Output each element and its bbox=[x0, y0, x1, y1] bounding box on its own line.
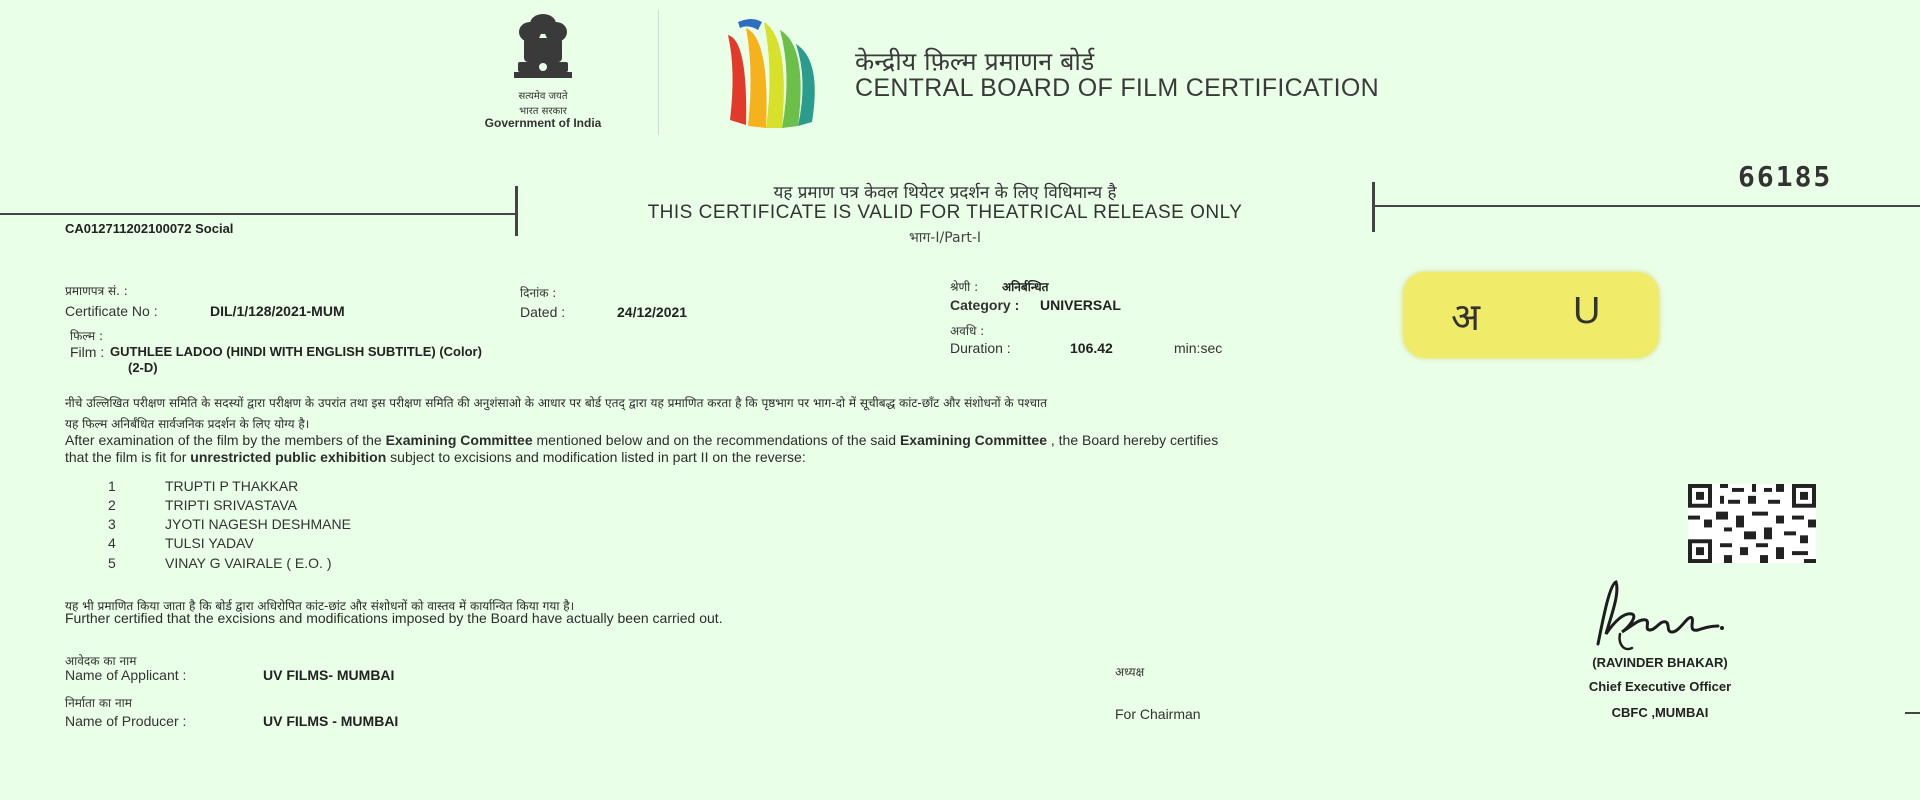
film-label: Film : bbox=[70, 344, 105, 360]
statement-hindi-line-2: यह फिल्म अनिर्बंधित सार्वजनिक प्रदर्शन के लिए योग्य है। bbox=[65, 417, 310, 431]
grade-hindi: अ bbox=[1451, 295, 1481, 339]
part-label: भाग-I/Part-I bbox=[908, 230, 982, 246]
date-label-hindi: दिनांक : bbox=[520, 286, 557, 300]
film-format: (2-D) bbox=[128, 360, 158, 375]
emblem-motto: सत्यमेव जयते bbox=[518, 91, 568, 102]
category-value: UNIVERSAL bbox=[1040, 297, 1121, 313]
qr-code-icon bbox=[1688, 484, 1816, 563]
statement-english-line-2: that the film is fit for unrestricted public exhibition subject to excisions and modification listed in part II on the reverse: bbox=[65, 449, 806, 465]
signatory-name: (RAVINDER BHAKAR) bbox=[1592, 655, 1728, 670]
board-name-english: CENTRAL BOARD OF FILM CERTIFICATION bbox=[855, 74, 1379, 102]
examining-committee-term: Examining Committee bbox=[385, 432, 533, 448]
statement-hindi-line-1: नीचे उल्लिखित परीक्षण समिति के सदस्यों द्वारा परीक्षण के उपरांत तथा इस परीक्षण समिति की अनुशंसाओ के आधार पर बोर्ड एतद् द्वारा यह प्रमाणित करता है कि पृष्ठभाग पर भाग-दो में सूचीबद्ध कांट-छाँट और संशोधनों के पश्चात bbox=[65, 396, 1047, 410]
header-divider bbox=[658, 10, 659, 135]
certificate-no-value: DIL/1/128/2021-MUM bbox=[210, 303, 345, 319]
further-certified-hindi: यह भी प्रमाणित किया जाता है कि बोर्ड द्वारा अधिरोपित कांट-छांट और संशोधनों को वास्तव में कार्यान्वित किया गया है। bbox=[65, 599, 575, 613]
right-rule bbox=[1374, 205, 1920, 207]
board-name-hindi: केन्द्रीय फ़िल्म प्रमाणन बोर्ड bbox=[855, 47, 1095, 76]
signature-icon bbox=[1580, 574, 1780, 654]
certificate-no-label-hindi: प्रमाणपत्र सं. : bbox=[65, 284, 128, 298]
unrestricted-term: unrestricted public exhibition bbox=[190, 449, 387, 465]
emblem-english-label: Government of India bbox=[484, 116, 602, 130]
further-certified-english: Further certified that the excisions and modifications imposed by the Board have actually been carried out. bbox=[65, 610, 723, 626]
date-label: Dated : bbox=[520, 304, 566, 320]
left-rule bbox=[0, 213, 516, 215]
film-label-hindi: फिल्म : bbox=[70, 329, 104, 343]
certification-grade-badge bbox=[1403, 272, 1659, 358]
reference-code: CA012711202100072 Social bbox=[65, 221, 234, 236]
bottom-rule bbox=[1905, 712, 1920, 714]
government-emblem bbox=[468, 10, 618, 135]
category-label-hindi: श्रेणी : bbox=[950, 280, 979, 294]
ashoka-emblem-icon bbox=[468, 10, 618, 88]
producer-label-hindi: निर्माता का नाम bbox=[65, 696, 132, 710]
producer-label: Name of Producer : bbox=[65, 713, 187, 729]
signatory-office: CBFC ,MUMBAI bbox=[1611, 705, 1709, 720]
cbfc-logo-icon bbox=[718, 10, 838, 130]
duration-value: 106.42 bbox=[1070, 340, 1113, 356]
left-bracket bbox=[515, 186, 518, 236]
validity-english: THIS CERTIFICATE IS VALID FOR THEATRICAL RELEASE ONLY bbox=[647, 202, 1243, 223]
duration-label: Duration : bbox=[950, 340, 1011, 356]
producer-value: UV FILMS - MUMBAI bbox=[263, 713, 399, 729]
certificate-serial: 66185 bbox=[1738, 160, 1833, 193]
certificate-no-label: Certificate No : bbox=[65, 303, 158, 319]
date-value: 24/12/2021 bbox=[617, 304, 688, 320]
validity-hindi: यह प्रमाण पत्र केवल थियेटर प्रदर्शन के लिए विधिमान्य है bbox=[773, 183, 1117, 203]
committee-members-list: 1 TRUPTI P THAKKAR 2 TRIPTI SRIVASTAVA 3 JYOTI NAGESH DESHMANE 4 TULSI YADAV 5 VINAY G VAIRALE ( E.O. ) bbox=[108, 478, 351, 571]
examining-committee-term: Examining Committee bbox=[899, 432, 1047, 448]
right-bracket bbox=[1372, 182, 1375, 232]
duration-unit: min:sec bbox=[1174, 340, 1223, 356]
emblem-hindi-label: भारत सरकार bbox=[519, 106, 567, 117]
chairman-label: For Chairman bbox=[1115, 706, 1201, 722]
signatory-title: Chief Executive Officer bbox=[1588, 679, 1732, 694]
category-label: Category : bbox=[950, 297, 1020, 313]
duration-label-hindi: अवधि : bbox=[950, 324, 985, 338]
category-value-hindi: अनिर्बन्धित bbox=[1002, 280, 1049, 294]
applicant-label: Name of Applicant : bbox=[65, 667, 187, 683]
grade-english: U bbox=[1573, 290, 1601, 332]
applicant-value: UV FILMS- MUMBAI bbox=[263, 667, 395, 683]
applicant-label-hindi: आवेदक का नाम bbox=[65, 654, 137, 668]
chairman-label-hindi: अध्यक्ष bbox=[1115, 665, 1145, 679]
statement-english-line-1: After examination of the film by the members of the Examining Committee mentioned below and on the recommendations of the said Examining Committee , the Board hereby certifies bbox=[65, 432, 1219, 448]
film-title: GUTHLEE LADOO (HINDI WITH ENGLISH SUBTITLE) (Color) bbox=[110, 344, 482, 359]
